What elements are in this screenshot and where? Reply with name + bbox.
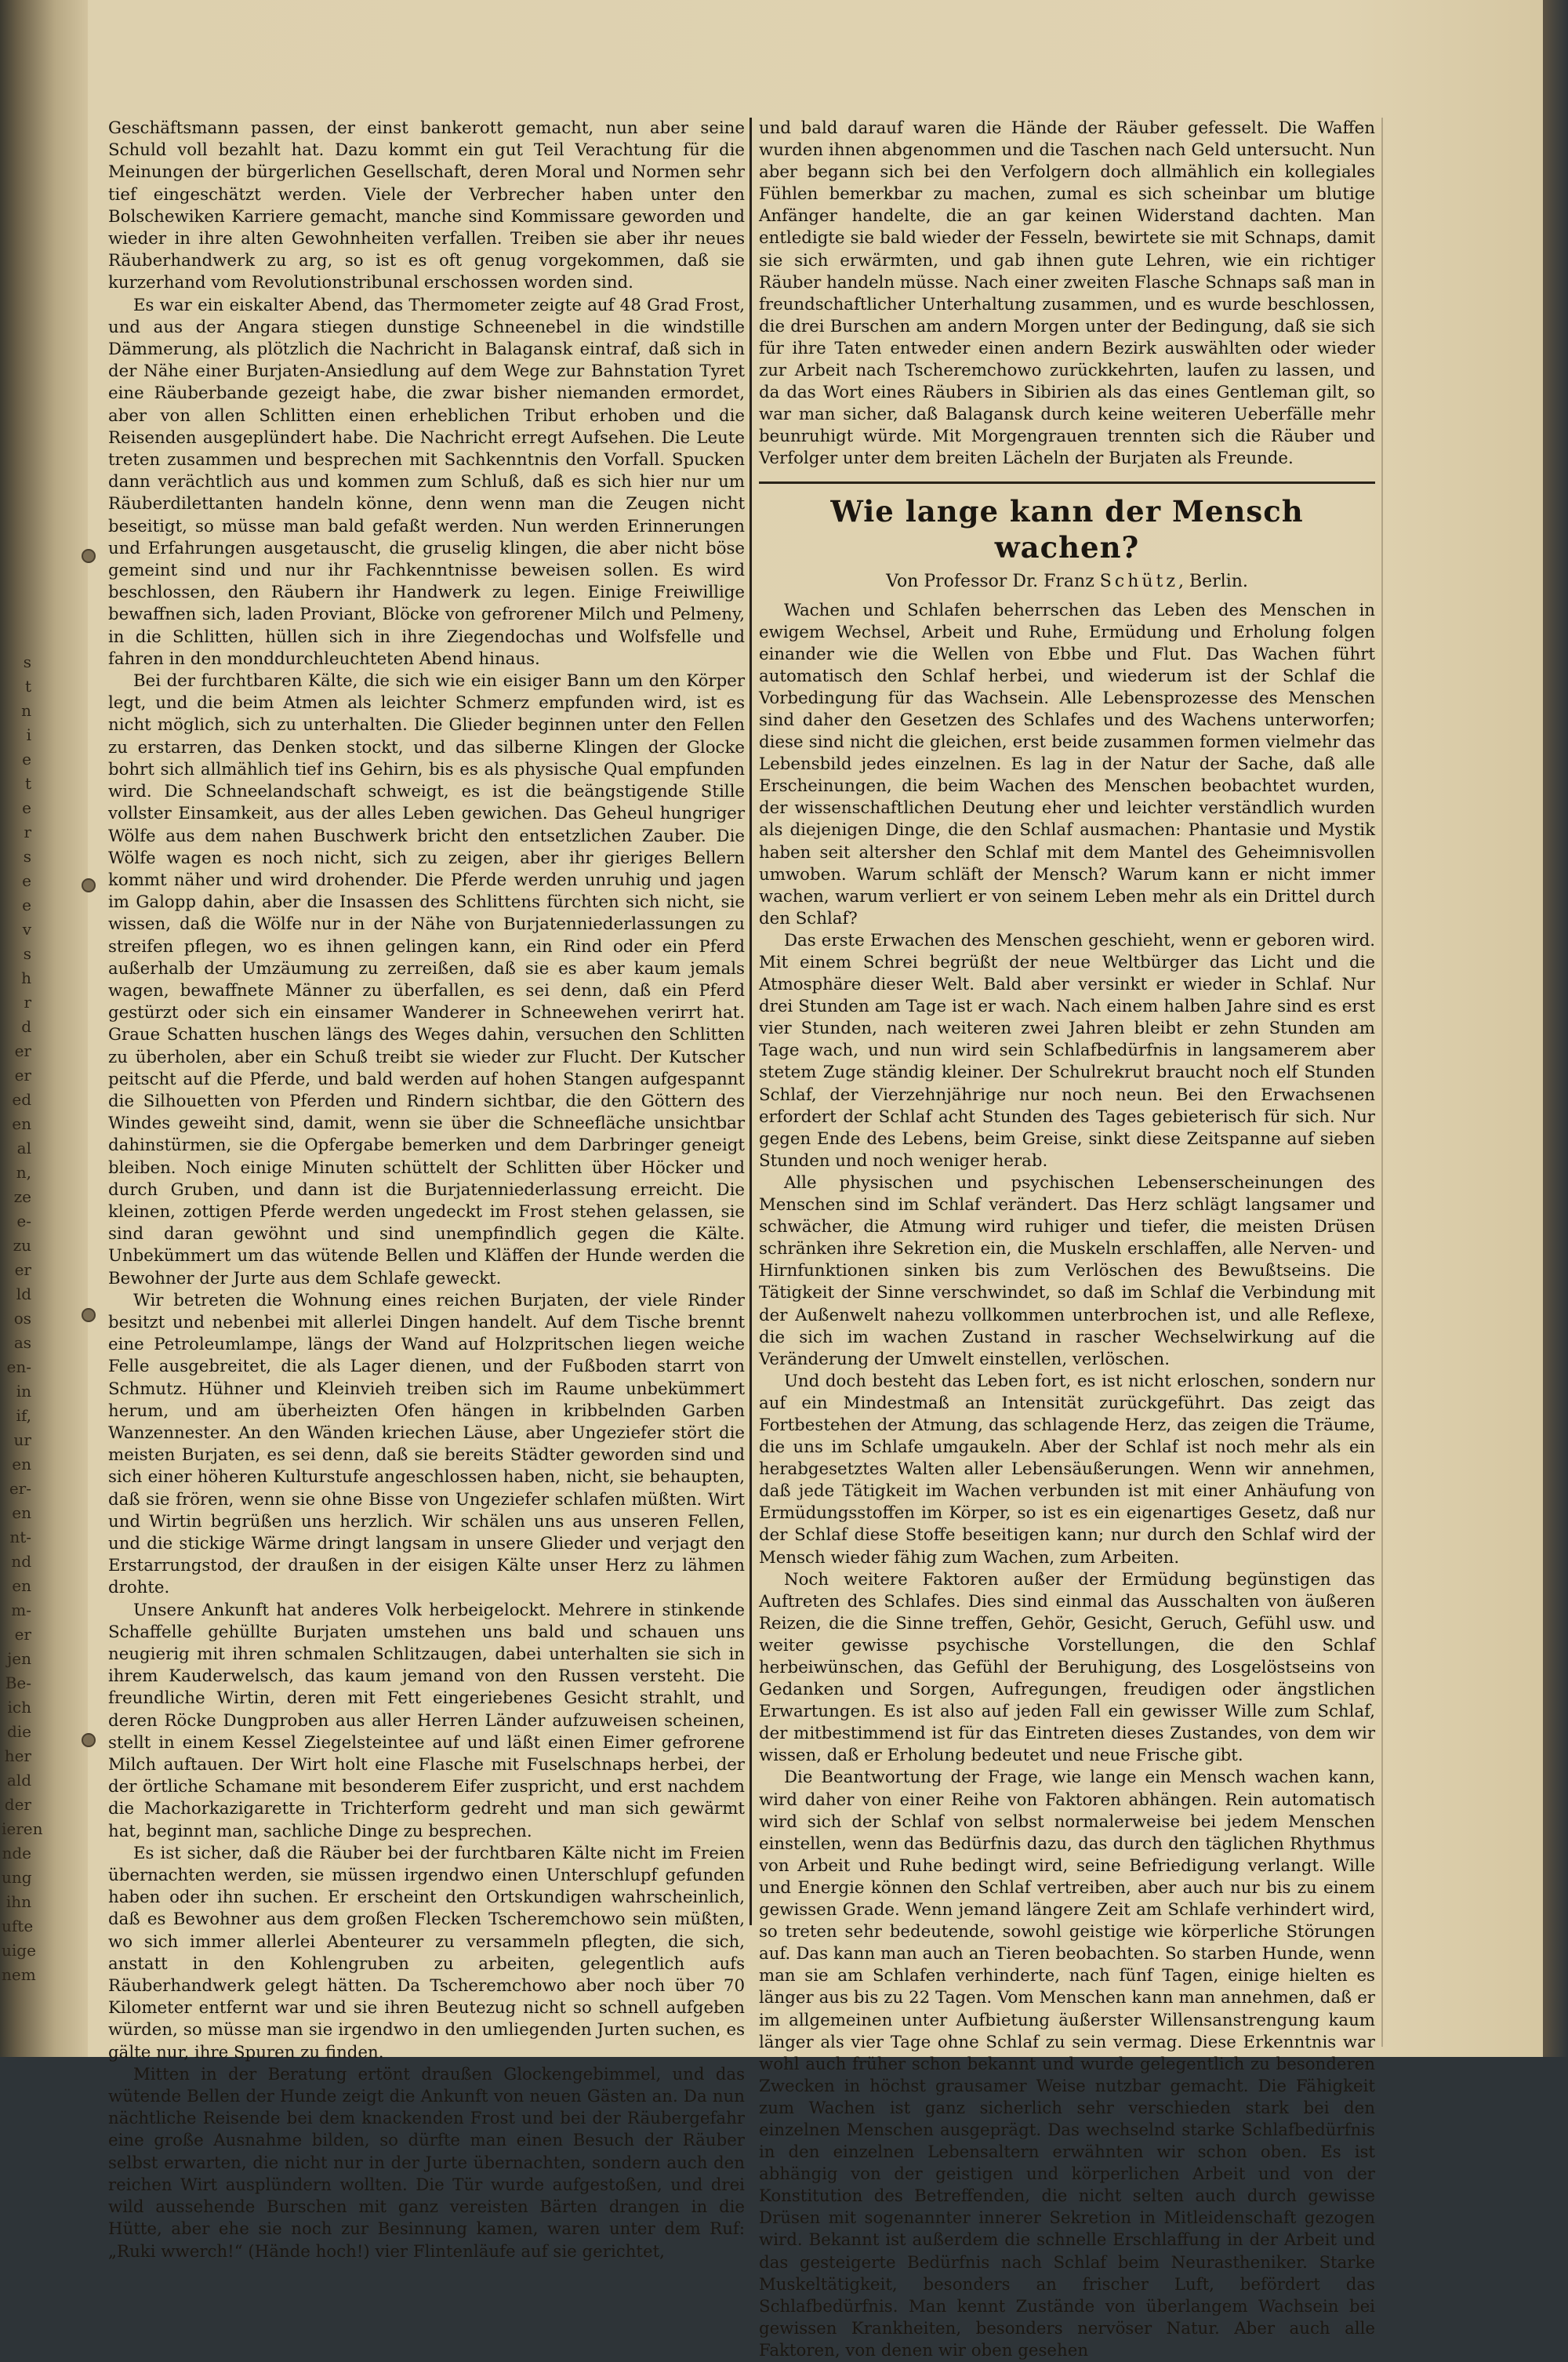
story-continuation: und bald darauf waren die Hände der Räuber gefesselt. Die Waffen wurden ihnen abgenommen und die Taschen nach Geld untersucht. Nun aber begann sich bei den Verfolgern doch allmählich ein kollegiales Fühlen bemerkbar zu machen, zumal es sich scheinbar um blutige Anfänger handelte, die an gar keinen Widerstand dachten. Man entledigte sie bald wieder der Fesseln, bewirtete sie mit Schnaps, damit sie sich erwärmten, und gab ihnen gute Lehren, wie ein richtiger Räuber handeln müsse. Nach einer zweiten Flasche Schnaps saß man in freundschaftlicher Unterhaltung zusammen, und es wurde beschlossen, die drei Burschen am andern Morgen unter der Bedingung, daß sie sich für ihre Taten entweder einen andern Bezirk auswählten oder wieder zur Arbeit nach Tscheremchowo zurückkehrten, laufen zu lassen, und da das Wort eines Räubers in Sibirien als das eines Gentleman gilt, so war man sicher, daß Balagansk durch keine weiteren Ueberfälle mehr beunruhigt würde. Mit Morgengrauen trennten sich die Räuber und Verfolger unter dem breiten Lächeln der Burjaten als Freunde. bbox=[759, 118, 1375, 471]
facing-page-fragment: r bbox=[2, 991, 31, 1013]
facing-page-fragment: ieren bbox=[2, 1818, 31, 1840]
facing-page-fragment: s bbox=[2, 943, 31, 965]
facing-page-fragment: er bbox=[2, 1064, 31, 1086]
article-paragraph: Und doch besteht das Leben fort, es ist nicht erloschen, sondern nur auf ein Mindestmaß an Intensität zurückgeführt. Das zeigt das Fortbestehen der Atmung, das schlagende Herz, das zeigen die Träume, die uns im Schlafe umgaukeln. Aber der Schlaf ist noch mehr als ein herabgesetztes Walten aller Lebensäußerungen. Wenn wir annehmen, daß jede Tätigkeit im Wachen verbunden ist mit einer Anhäufung von Ermüdungsstoffen im Körper, so ist es ein eigenartiges Gesetz, daß nur der Schlaf diese Stoffe beseitigen kann; nur durch den Schlaf wird der Mensch wieder fähig zum Wachen, zum Arbeiten. bbox=[759, 1371, 1375, 1569]
facing-page-fragment: n, bbox=[2, 1161, 31, 1183]
facing-page-fragment: er bbox=[2, 1623, 31, 1645]
facing-page-fragment: in bbox=[2, 1380, 31, 1402]
facing-page-fragment: i bbox=[2, 724, 31, 746]
facing-page-fragment: al bbox=[2, 1137, 31, 1159]
facing-page-fragment: en bbox=[2, 1575, 31, 1597]
facing-page-fragment: ihn bbox=[2, 1891, 31, 1913]
article-byline bbox=[759, 570, 1375, 594]
story-paragraph: Es ist sicher, daß die Räuber bei der furchtbaren Kälte nicht im Freien übernachten werden, sie müssen irgendwo einen Unterschlupf gefunden haben oder ihn suchen. Er erscheint den Ortskundigen wahrscheinlich, daß es Bewohner aus dem großen Flecken Tscheremchowo sein müßten, wo sich immer allerlei Abenteurer zu versammeln pflegten, die sich, anstatt in den Kohlengruben zu arbeiten, gelegentlich aufs Räuberhandwerk gelegt hätten. Da Tscheremchowo aber noch über 70 Kilometer entfernt war und sie ihren Beutezug nicht so schnell aufgeben würden, so müsse man sie irgendwo in den umliegenden Jurten suchen, es gälte nur, ihre Spuren zu finden. bbox=[108, 1843, 745, 2064]
facing-page-fragment: ur bbox=[2, 1429, 31, 1451]
book-cover-edge bbox=[1543, 0, 1568, 2057]
article-body bbox=[759, 600, 1375, 2362]
byline-author-name: Schütz bbox=[1100, 572, 1178, 591]
facing-page-fragment: zu bbox=[2, 1234, 31, 1256]
facing-page-fragment: if, bbox=[2, 1404, 31, 1426]
facing-page-fragment: en bbox=[2, 1453, 31, 1475]
facing-page-fragment: n bbox=[2, 700, 31, 721]
facing-page-fragment: der bbox=[2, 1793, 31, 1815]
binding-stitch bbox=[82, 1308, 96, 1322]
article-paragraph: Noch weitere Faktoren außer der Ermüdung begünstigen das Auftreten des Schlafes. Dies sind einmal das Ausschalten von äußeren Reizen, die die Sinne treffen, Gehör, Gesicht, Geruch, Gefühl usw. und weiter gewisse psychische Vorstellungen, die den Schlaf herbeiwünschen, das Gefühl der Beruhigung, des Losgelöstseins von Gedanken und Sorgen, Aufregungen, freudigen oder ängstlichen Erwartungen. Es ist also auf jeden Fall ein gewisser Wille zum Schlaf, der mitbestimmend ist für das Eintreten dieses Zustandes, von dem wir wissen, daß er Erholung bedeutet und neue Frische gibt. bbox=[759, 1569, 1375, 1768]
facing-page-fragment: die bbox=[2, 1721, 31, 1742]
facing-page-fragment: os bbox=[2, 1307, 31, 1329]
article-paragraph: Wachen und Schlafen beherrschen das Leben des Menschen in ewigem Wechsel, Arbeit und Ruhe, Ermüdung und Erholung folgen einander wie die Wellen von Ebbe und Flut. Das Wachen führt automatisch den Schlaf herbei, und wiederum ist der Schlaf die Vorbedingung für das Wachsein. Alle Lebensprozesse des Menschen sind daher den Gesetzen des Schlafes und des Wachens unterworfen; diese sind nicht die gleichen, erst beide zusammen formen vielmehr das Lebensbild jedes einzelnen. Es lag in der Natur der Sache, daß alle Erscheinungen, die beim Wachen des Menschen beobachtet wurden, der wissenschaftlichen Deutung eher und leichter verständlich wurden als diejenigen Dinge, die den Schlaf ausmachen: Phantasie und Mystik haben seit altersher den Schlaf mit dem Mantel des Geheimnisvollen umwoben. Warum schläft der Mensch? Warum kann er nicht immer wachen, warum verliert er von seinem Leben mehr als ein Drittel durch den Schlaf? bbox=[759, 600, 1375, 930]
story-paragraph: Wir betreten die Wohnung eines reichen Burjaten, der viele Rinder besitzt und nebenbei mit allerlei Dingen handelt. Auf dem Tische brennt eine Petroleumlampe, längs der Wand auf Holzpritschen liegen weiche Felle ausgebreitet, die als Lager dienen, und der Fußboden starrt von Schmutz. Hühner und Kleinvieh treiben sich im Raume unbekümmert herum, und am überheizten Ofen hängen in kribbelnden Garben Wanzennester. An den Wänden kriechen Läuse, aber Ungeziefer stört die meisten Burjaten, es sei denn, daß sie bereits Städter geworden sind und sich einer höheren Kulturstufe angeschlossen haben, nicht, sie behaupten, daß sie frören, wenn sie ohne Bisse von Ungeziefer schlafen müßten. Wirt und Wirtin begrüßen uns herzlich. Wir schälen uns aus unseren Fellen, und die stickige Wärme dringt langsam in unsere Glieder und verjagt den Erstarrungstod, der draußen in der eisigen Kälte unser Herz zu lähmen drohte. bbox=[108, 1290, 745, 1600]
facing-page-fragment: er- bbox=[2, 1477, 31, 1499]
story-paragraph: Es war ein eiskalter Abend, das Thermometer zeigte auf 48 Grad Frost, und aus der Angara stiegen dunstige Schneenebel in die windstille Dämmerung, als plötzlich die Nachricht in Balagansk eintraf, daß sich in der Nähe einer Burjaten-Ansiedlung auf dem Wege zur Bahnstation Tyret eine Räuberbande gezeigt habe, die zwar bisher niemanden ermordet, aber von allen Schlitten einen erheblichen Tribut erhoben und die Reisenden ausgeplündert habe. Die Nachricht erregt Aufsehen. Die Leute treten zusammen und besprechen mit Sachkenntnis den Vorfall. Spucken dann verächtlich aus und kommen zum Schluß, daß es sich hier nur um Räuberdilettanten handeln könne, denn wenn man die Zeugen nicht beseitigt, so müsse man bald gefaßt werden. Nun werden Erinnerungen und Erfahrungen ausgetauscht, die gruselig klingen, die aber nicht böse gemeint sind und nur ihr Fachkenntnisse beweisen sollen. Es wird beschlossen, den Räubern ihr Handwerk zu legen. Einige Freiwillige bewaffnen sich, laden Proviant, Blöcke von gefrorener Milch und Pelmeny, in die Schlitten, hüllen sich in ihre Ziegendochas und Wolfsfelle und fahren in den monddurchleuchteten Abend hinaus. bbox=[108, 295, 745, 670]
byline-prefix: Von Professor Dr. Franz bbox=[886, 572, 1094, 591]
article-paragraph: Die Beantwortung der Frage, wie lange ein Mensch wachen kann, wird daher von einer Reihe von Faktoren abhängen. Rein automatisch wird sich der Schlaf von selbst normalerweise bei jedem Menschen einstellen, wenn das Bedürfnis dazu, das durch den täglichen Rhythmus von Arbeit und Ruhe bedingt wird, seine Befriedigung verlangt. Wille und Energie können den Schlaf vertreiben, aber auch nur bis zu einem gewissen Grade. Wenn jemand längere Zeit am Schlafe verhindert wird, so treten sehr bedeutende, sowohl geistige wie körperliche Störungen auf. Das kann man auch an Tieren beobachten. So starben Hunde, wenn man sie am Schlafen verhinderte, nach fünf Tagen, einige hielten es länger aus bis zu 22 Tagen. Vom Menschen kann man annehmen, daß er im allgemeinen unter Aufbietung äußerster Willensanstrengung kaum länger als vier Tage ohne Schlaf zu sein vermag. Diese Erkenntnis war wohl auch früher schon bekannt und wurde gelegentlich zu besonderen Zwecken in höchst grausamer Weise nutzbar gemacht. Die Fähigkeit zum Wachen ist ganz sicherlich sehr verschieden stark bei den einzelnen Menschen ausgeprägt. Das wechselnd starke Schlafbedürfnis in den einzelnen Lebensaltern erwähnten wir schon oben. Es ist abhängig von der geistigen und körperlichen Arbeit und von der Konstitution des Betreffenden, die nicht selten auch durch gewisse Drüsen mit sogenannter innerer Sekretion in Mitleidenschaft gezogen wird. Bekannt ist außerdem die schnelle Erschlaffung in der Arbeit und das gesteigerte Bedürfnis nach Schlaf beim Neurastheniker. Starke Muskeltätigkeit, besonders an frischer Luft, befördert das Schlafbedürfnis. Man kennt Zustände von überlangem Wachsein bei gewissen Krankheiten, besonders nervöser Natur. Aber auch alle Faktoren, von denen wir oben gesehen bbox=[759, 1767, 1375, 2362]
facing-page-fragment: nt- bbox=[2, 1526, 31, 1548]
page-margin-line bbox=[1381, 118, 1383, 2047]
facing-page-fragment: er bbox=[2, 1040, 31, 1062]
story-paragraph: Geschäftsmann passen, der einst bankerott gemacht, nun aber seine Schuld voll bezahlt hat. Dazu kommt ein gut Teil Verachtung für die Meinungen der bürgerlichen Gesellschaft, deren Moral und Normen sehr tief eingeschätzt werden. Viele der Verbrecher haben unter den Bolschewiken Karriere gemacht, manche sind Kommissare geworden und wieder in ihre alten Gewohnheiten verfallen. Treiben sie aber ihr neues Räuberhandwerk zu arg, so ist es oft genug vorgekommen, daß sie kurzerhand vom Revolutionstribunal erschossen worden sind. bbox=[108, 118, 745, 295]
binding-stitch bbox=[82, 878, 96, 892]
facing-page-fragment: ald bbox=[2, 1769, 31, 1791]
facing-page-fragment: en bbox=[2, 1113, 31, 1135]
byline-suffix: , Berlin. bbox=[1178, 572, 1248, 591]
facing-page-fragment: nde bbox=[2, 1842, 31, 1864]
article-paragraph: Alle physischen und psychischen Lebenserscheinungen des Menschen sind im Schlaf verändert. Das Herz schlägt langsamer und schwächer, die Atmung wird ruhiger und tiefer, die meisten Drüsen schränken ihre Sekretion ein, die Muskeln erschlaffen, alle Nerven- und Hirnfunktionen sinken bis zum Verlöschen des Bewußtseins. Die Tätigkeit der Sinne verschwindet, so daß im Schlaf die Verbindung mit der Außenwelt nahezu vollkommen unterbrochen ist, und alle Reflexe, die sich im wachen Zustand in rascher Wechselwirkung auf die Veränderung der Umwelt einstellen, verlöschen. bbox=[759, 1172, 1375, 1371]
facing-page-fragment: ich bbox=[2, 1696, 31, 1718]
facing-page-fragment: jen bbox=[2, 1648, 31, 1670]
facing-page-fragment: h bbox=[2, 967, 31, 989]
facing-page-fragment: s bbox=[2, 845, 31, 867]
facing-page-fragment: e bbox=[2, 870, 31, 892]
article-separator-rule bbox=[759, 481, 1375, 484]
left-column-story bbox=[108, 118, 745, 2047]
story-paragraph: Unsere Ankunft hat anderes Volk herbeigelockt. Mehrere in stinkende Schaffelle gehüllte Burjaten umstehen uns bald und schauen uns neugierig mit ihren schmalen Schlitzaugen, dabei unterhalten sie sich in ihrem Kauderwelsch, das kaum jemand von den Russen versteht. Die freundliche Wirtin, deren mit Fett eingeriebenes Gesicht strahlt, und deren Röcke Dungproben aus aller Herren Länder aufzuweisen scheinen, stellt in einem Kessel Ziegelsteintee auf und läßt einen Eimer gefrorene Milch auftauen. Der Wirt holt eine Flasche mit Fuselschnaps herbei, der der örtliche Schamane mit besonderem Eifer zuspricht, und erst nachdem die Machorkazigarette in Trichterform gedreht und man sich gewärmt hat, beginnt man, sachliche Dinge zu besprechen. bbox=[108, 1600, 745, 1843]
facing-page-fragment: e bbox=[2, 894, 31, 916]
facing-page-fragment: ung bbox=[2, 1866, 31, 1888]
facing-page-fragment: en bbox=[2, 1502, 31, 1524]
facing-page-fragment: en- bbox=[2, 1356, 31, 1378]
article-paragraph: Das erste Erwachen des Menschen geschieht, wenn er geboren wird. Mit einem Schrei begrüßt der neue Weltbürger das Licht und die Atmosphäre dieser Welt. Bald aber versinkt er wieder in Schlaf. Nur drei Stunden am Tage ist er wach. Nach einem halben Jahre sind es erst vier Stunden, nach weiteren zwei Jahren bleibt er zehn Stunden am Tage wach, und nun wird sein Schlafbedürfnis in langsamerem aber stetem Zuge ständig kleiner. Der Schulrekrut braucht noch elf Stunden Schlaf, der Vierzehnjährige nur noch neun. Bei den Erwachsenen erfordert der Schlaf acht Stunden des Tages gebieterisch für sich. Nur gegen Ende des Lebens, beim Greise, sinkt diese Zeitspanne auf sieben Stunden und noch weniger herab. bbox=[759, 930, 1375, 1172]
facing-page-fragment: e- bbox=[2, 1210, 31, 1232]
facing-page-fragment: ld bbox=[2, 1283, 31, 1305]
facing-page-fragment: ed bbox=[2, 1088, 31, 1110]
facing-page-fragment: e bbox=[2, 797, 31, 819]
facing-page-fragment: ze bbox=[2, 1186, 31, 1208]
facing-page-fragment: uige bbox=[2, 1939, 31, 1961]
facing-page-fragments bbox=[0, 0, 31, 2057]
facing-page-fragment: r bbox=[2, 821, 31, 843]
story-paragraph: Bei der furchtbaren Kälte, die sich wie ein eisiger Bann um den Körper legt, und die beim Atmen als leichter Schmerz empfunden wird, ist es nicht möglich, sich zu unterhalten. Die Glieder beginnen unter den Fellen zu erstarren, das Denken stockt, und das silberne Klingen der Glocke bohrt sich allmählich tief ins Gehirn, bis es als physische Qual empfunden wird. Die Schneelandschaft schweigt, es ist die beängstigende Stille vollster Einsamkeit, aus der alles Leben gewichen. Das Geheul hungriger Wölfe aus dem nahen Buschwerk bricht den entsetzlichen Zauber. Die Wölfe wagen es noch nicht, sich zu zeigen, aber ihr gieriges Bellern kommt näher und wird drohender. Die Pferde werden unruhig und jagen im Galopp dahin, aber die Insassen des Schlittens fürchten sich nicht, sie wissen, daß die Wölfe nur in der Nähe von Burjatenniederlassungen zu streifen pflegen, wo es ihnen gelingen kann, ein Rind oder ein Pferd außerhalb der Umzäumung zu zerreißen, daß sie es aber kaum jemals wagen, bewaffnete Männer zu überfallen, es sei denn, daß ein Pferd gestürzt oder sich ein einsamer Wanderer in Schneewehen verirrt hat. Graue Schatten huschen längs des Weges dahin, versuchen den Schlitten zu überholen, aber ein Schuß treibt sie wieder zur Flucht. Der Kutscher peitscht auf die Pferde, und bald werden auf hohen Stangen aufgespannt die Silhouetten von Pferden und Rindern sichtbar, die den Göttern des Windes geweiht sind, damit, wenn sie über die Schneefläche unsichtbar dahinstürmen, sie die Opfergabe bemerken und dem Darbringer geneigt bleiben. Noch einige Minuten schüttelt der Schlitten über Höcker und durch Gruben, und dann ist die Burjatenniederlassung erreicht. Die kleinen, zottigen Pferde werden ungedeckt im Frost stehen gelassen, sie sind daran gewöhnt und sind unempfindlich gegen die Kälte. Unbekümmert um das wütende Bellen und Kläffen der Hunde werden die Bewohner der Jurte aus dem Schlafe geweckt. bbox=[108, 670, 745, 1290]
facing-page-fragment: d bbox=[2, 1016, 31, 1037]
facing-page-fragment: er bbox=[2, 1259, 31, 1281]
facing-page-fragment: t bbox=[2, 675, 31, 697]
right-column bbox=[759, 118, 1375, 2047]
story-paragraph: Mitten in der Beratung ertönt draußen Glockengebimmel, und das wütende Bellen der Hunde zeigt die Ankunft von neuen Gästen an. Da nun nächtliche Reisende bei dem knackenden Frost und bei der Räubergefahr eine große Ausnahme bilden, so dürfte man einen Besuch der Räuber selbst erwarten, die nicht nur in der Jurte übernachten, sondern auch den reichen Wirt ausplündern wollten. Die Tür wurde aufgestoßen, und drei wild aussehende Burschen mit ganz vereisten Bärten drangen in die Hütte, aber ehe sie noch zur Besinnung kamen, waren unter dem Ruf: „Ruki wwerch!“ (Hände hoch!) vier Flintenläufe auf sie gerichtet, bbox=[108, 2064, 745, 2263]
facing-page-fragment: ufte bbox=[2, 1915, 31, 1937]
facing-page-fragment: t bbox=[2, 772, 31, 794]
facing-page-fragment: nem bbox=[2, 1964, 31, 1986]
facing-page-fragment: m- bbox=[2, 1599, 31, 1621]
column-divider bbox=[750, 118, 752, 1925]
facing-page-fragment: Be- bbox=[2, 1672, 31, 1694]
article-headline: Wie lange kann der Mensch wachen? bbox=[759, 493, 1375, 565]
binding-stitch bbox=[82, 1733, 96, 1747]
facing-page-fragment: as bbox=[2, 1332, 31, 1354]
binding-stitch bbox=[82, 549, 96, 563]
facing-page-fragment: e bbox=[2, 748, 31, 770]
facing-page-fragment: s bbox=[2, 651, 31, 673]
facing-page-fragment: v bbox=[2, 918, 31, 940]
facing-page-fragment: nd bbox=[2, 1550, 31, 1572]
facing-page-fragment: her bbox=[2, 1745, 31, 1767]
